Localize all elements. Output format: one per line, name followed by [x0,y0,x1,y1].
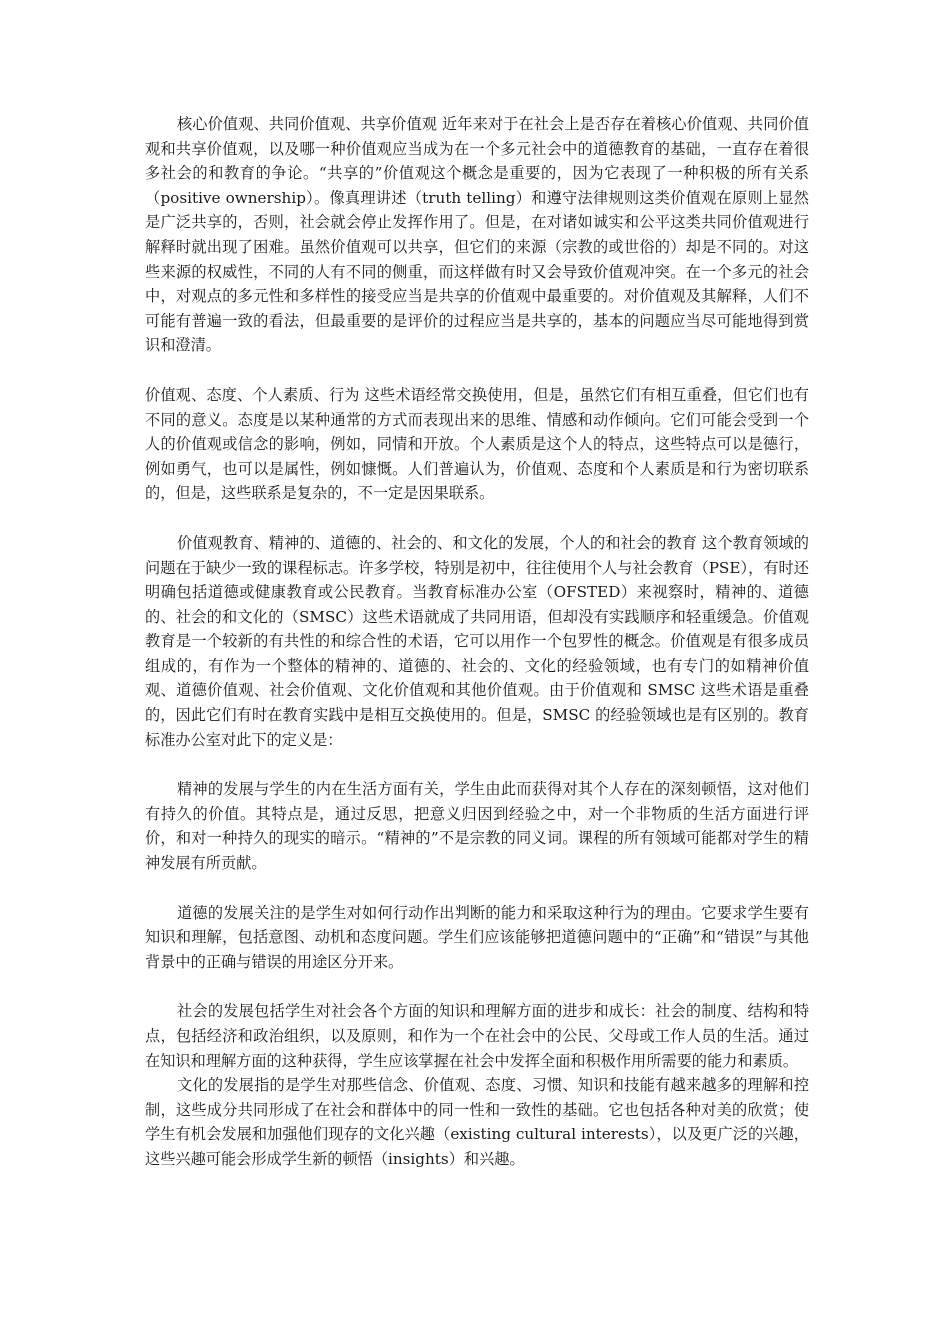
paragraph-moral-development: 道德的发展关注的是学生对如何行动作出判断的能力和采取这种行为的理由。它要求学生要有知识和理解，包括意图、动机和态度问题。学生们应该能够把道德问题中的“正确”和“错误”与其他背景中的正确与错误的用途区分开来。 [145,903,809,971]
paragraph-cultural-development: 文化的发展指的是学生对那些信念、价值观、态度、习惯、知识和技能有越来越多的理解和控制，这些成分共同形成了在社会和群体中的同一性和一致性的基础。它也包括各种对美的欣赏；使学生有机会发展和加强他们现存的文化兴趣（existing cultural interests），以及更广泛的兴趣，这些兴趣可能会形成学生新的顿悟（insights）和兴趣。 [145,1076,809,1168]
paragraph-spiritual-development: 精神的发展与学生的内在生活方面有关，学生由此而获得对其个人存在的深刻顿悟，这对他们有持久的价值。其特点是，通过反思，把意义归因到经验之中，对一个非物质的生活方面进行评价，和对一种持久的现实的暗示。“精神的”不是宗教的同义词。课程的所有领域可能都对学生的精神发展有所贡献。 [145,780,809,873]
paragraph-social-development: 社会的发展包括学生对社会各个方面的知识和理解方面的进步和成长：社会的制度、结构和特点，包括经济和政治组织，以及原则，和作为一个在社会中的公民、父母或工作人员的生活。通过在知识和理解方面的这种获得，学生应该掌握在社会中发挥全面和积极作用所需要的能力和素质。 [145,1002,809,1070]
paragraph-values-education: 价值观教育、精神的、道德的、社会的、和文化的发展，个人的和社会的教育 这个教育领域的问题在于缺少一致的课程标志。许多学校，特别是初中，往往使用个人与社会教育（PSE），有时还明确包括道德或健康教育或公民教育。当教育标准办公室（OFSTED）来视察时，精神的、道德的、社会的和文化的（SMSC）这些术语就成了共同用语，但却没有实践顺序和轻重缓急。价值观教育是一个较新的有共性的和综合性的术语，它可以用作一个包罗性的概念。价值观是有很多成员组成的，有作为一个整体的精神的、道德的、社会的、文化的经验领域，也有专门的如精神价值观、道德价值观、社会价值观、文化价值观和其他价值观。由于价值观和 SMSC 这些术语是重叠的，因此它们有时在教育实践中是相互交换使用的。但是，SMSC 的经验领域也是有区别的。教育标准办公室对此下的定义是： [145,533,809,749]
paragraph-values-attitudes: 价值观、态度、个人素质、行为 这些术语经常交换使用，但是，虽然它们有相互重叠，但它们也有不同的意义。态度是以某种通常的方式而表现出来的思维、情感和动作倾向。它们可能会受到一个人的价值观或信念的影响，例如，同情和开放。个人素质是这个人的特点，这些特点可以是德行，例如勇气，也可以是属性，例如慷慨。人们普遍认为，价值观、态度和个人素质是和行为密切联系的，但是，这些联系是复杂的，不一定是因果联系。 [145,385,809,503]
document-body [145,112,809,1172]
paragraph-core-values: 核心价值观、共同价值观、共享价值观 近年来对于在社会上是否存在着核心价值观、共同价值观和共享价值观，以及哪一种价值观应当成为在一个多元社会中的道德教育的基础，一直存在着很多社会的和教育的争论。“共享的”价值观这个概念是重要的，因为它表现了一种积极的所有关系（positive ownership）。像真理讲述（truth telling）和遵守法律规则这类价值观在原则上显然是广泛共享的，否则，社会就会停止发挥作用了。但是，在对诸如诚实和公平这类共同价值观进行解释时就出现了困难。虽然价值观可以共享，但它们的来源（宗教的或世俗的）却是不同的。对这些来源的权威性，不同的人有不同的侧重，而这样做有时又会导致价值观冲突。在一个多元的社会中，对观点的多元性和多样性的接受应当是共享的价值观中最重要的。对价值观及其解释，人们不可能有普遍一致的看法，但最重要的是评价的过程应当是共享的，基本的问题应当尽可能地得到赏识和澄清。 [145,115,809,355]
